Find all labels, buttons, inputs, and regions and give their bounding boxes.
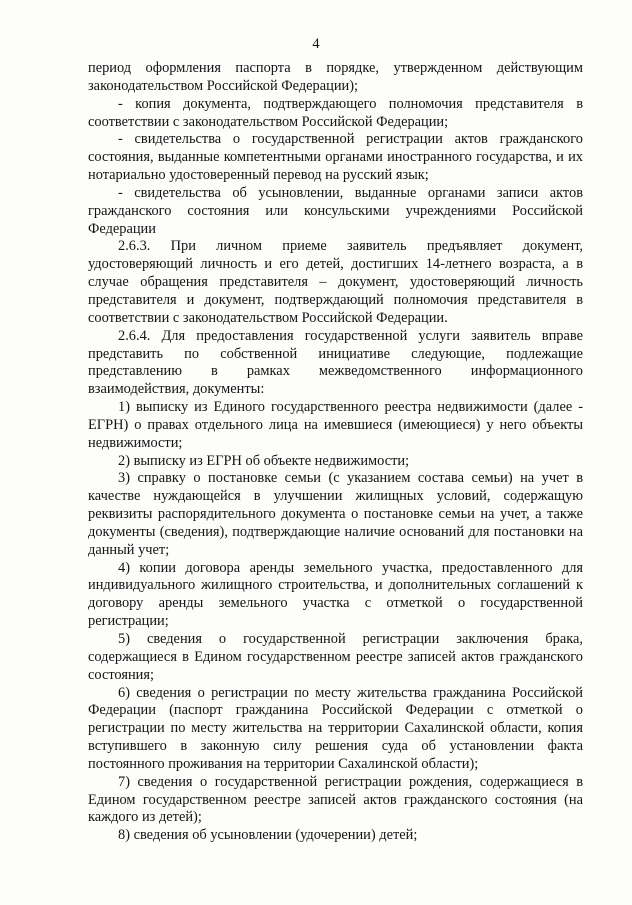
document-body xyxy=(88,60,583,845)
paragraph-passport-period: период оформления паспорта в порядке, утвержденном действующим законодательством Российской Федерации); xyxy=(88,60,583,94)
list-item-2: 2) выписку из ЕГРН об объекте недвижимости; xyxy=(118,452,410,469)
paragraph-foreign-civil-status-certificates: - свидетельства о государственной регистрации актов гражданского состояния, выданные компетентными органами иностранного государства, и их нотариально удостоверенный перевод на русский язык; xyxy=(88,131,583,184)
paragraph-2-6-4: 2.6.4. Для предоставления государственной услуги заявитель вправе представить по собственной инициативе следующие, подлежащие представлению в рамках межведомственного информационного взаимодействия, документы: xyxy=(88,327,583,398)
list-item-3: 3) справку о постановке семьи (с указанием состава семьи) на учет в качестве нуждающейся в улучшении жилищных условий, содержащую реквизиты распорядительного документа о постановке семьи на учет, а также документы (сведения), подтверждающие наличие оснований для постановки на данный учет; xyxy=(88,470,583,558)
page-number: 4 xyxy=(312,36,320,52)
paragraph-adoption-certificates: - свидетельства об усыновлении, выданные органами записи актов гражданского состояния или консульскими учреждениями Российской Федерации xyxy=(88,184,583,237)
list-item-6: 6) сведения о регистрации по месту жительства гражданина Российской Федерации (паспорт гражданина Российской Федерации с отметкой о регистрации по месту жительства на территории Сахалинской области, копия вступившего в законную силу решения суда об установлении факта постоянного проживания на территории Сахалинской области); xyxy=(88,684,583,772)
list-item-5: 5) сведения о государственной регистрации заключения брака, содержащиеся в Едином государственном реестре записей актов гражданского состояния; xyxy=(88,631,583,683)
list-item-1: 1) выписку из Единого государственного реестра недвижимости (далее - ЕГРН) о правах отдельного лица на имевшиеся (имеющиеся) у него объекты недвижимости; xyxy=(88,399,583,451)
paragraph-2-6-3: 2.6.3. При личном приеме заявитель предъявляет документ, удостоверяющий личность и его детей, достигших 14-летнего возраста, а в случае обращения представителя – документ, удостоверяющий личность представителя и документ, подтверждающий полномочия представителя в соответствии с законодательством Российской Федерации. xyxy=(88,238,583,326)
paragraph-representative-authority-copy: - копия документа, подтверждающего полномочия представителя в соответствии с законодательством Российской Федерации; xyxy=(88,95,583,130)
list-item-8: 8) сведения об усыновлении (удочерении) детей; xyxy=(118,827,418,844)
list-item-7: 7) сведения о государственной регистрации рождения, содержащиеся в Едином государственном реестре записей актов гражданского состояния (на каждого из детей); xyxy=(88,773,583,826)
list-item-4: 4) копии договора аренды земельного участка, предоставленного для индивидуального жилищного строительства, и дополнительных соглашений к договору аренды земельного участка с отметкой о государственной регистрации; xyxy=(88,559,583,630)
